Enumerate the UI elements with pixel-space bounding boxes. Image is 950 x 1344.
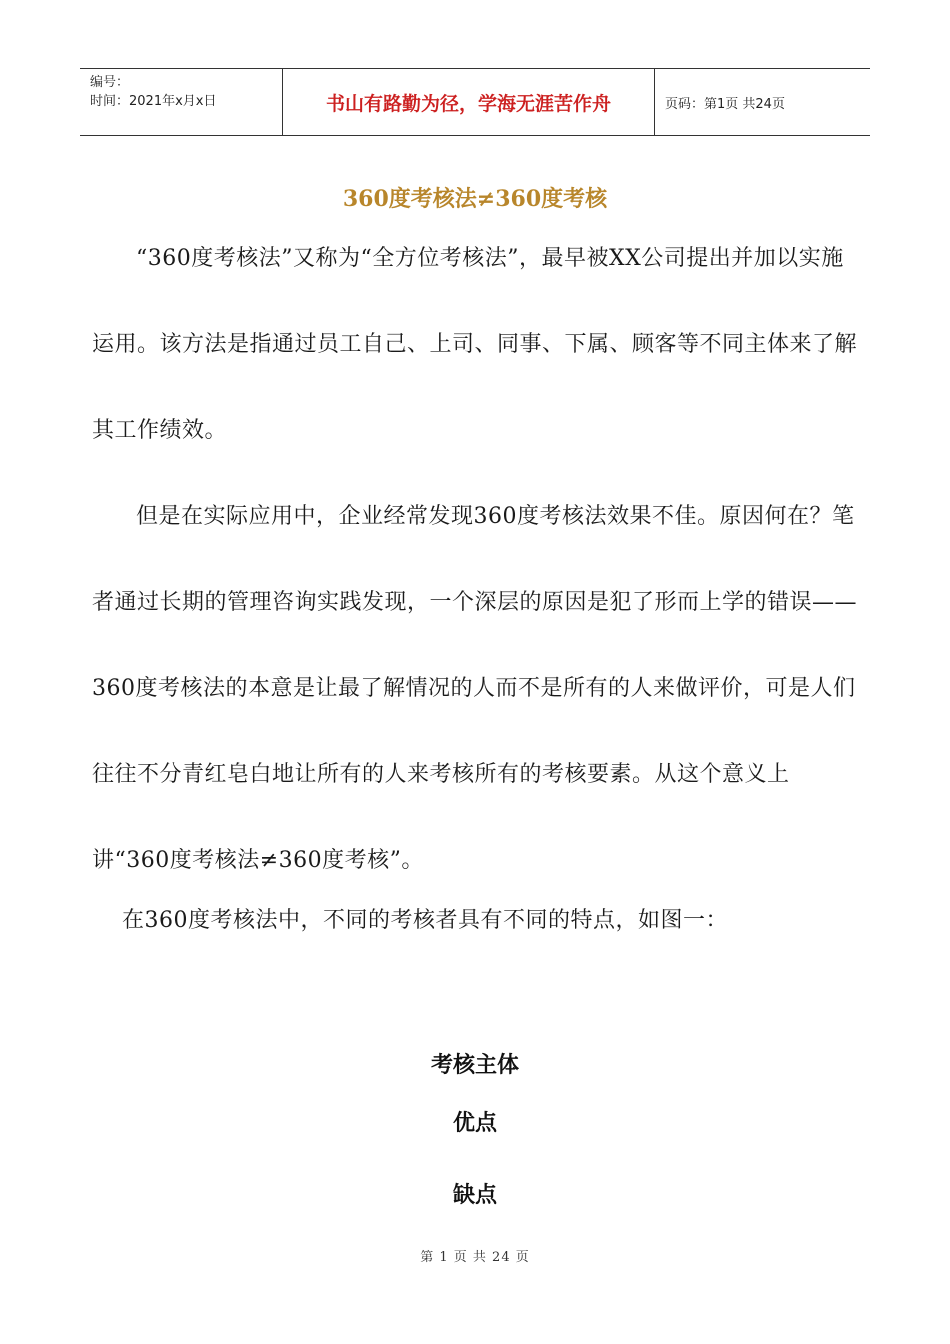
paragraph-figure-intro: 在360度考核法中，不同的考核者具有不同的特点，如图一： <box>122 908 728 933</box>
header-meta-cell <box>80 69 282 135</box>
header-page-info: 页码：第1页 共24页 <box>665 96 785 112</box>
number-label: 编号： <box>90 75 130 90</box>
header-motto: 书山有路勤为径，学海无涯苦作舟 <box>282 69 655 135</box>
paragraph-problem: 但是在实际应用中，企业经常发现360度考核法效果不佳。原因何在？笔者通过长期的管理咨询实践发现，一个深层的原因是犯了形而上学的错误——360度考核法的本意是让最了解情况的人而不是所有的人来做评价，可是人们往往不分青红皂白地让所有的人来考核所有的考核要素。从这个意义上讲“360度考核法≠360度考核”。 <box>92 504 858 873</box>
document-title: 360度考核法≠360度考核 <box>342 186 608 212</box>
document-header-table <box>80 68 870 136</box>
page-footer: 第 1 页 共 24 页 <box>420 1250 530 1265</box>
figure-label-disadvantages: 缺点 <box>452 1183 497 1208</box>
figure-label-subject: 考核主体 <box>430 1053 519 1078</box>
time-label: 时间：2021年x月x日 <box>90 94 217 109</box>
figure-label-advantages: 优点 <box>452 1111 497 1136</box>
paragraph-intro: “360度考核法”又称为“全方位考核法”，最早被XX公司提出并加以实施运用。该方法是指通过员工自己、上司、同事、下属、顾客等不同主体来了解其工作绩效。 <box>92 246 858 443</box>
